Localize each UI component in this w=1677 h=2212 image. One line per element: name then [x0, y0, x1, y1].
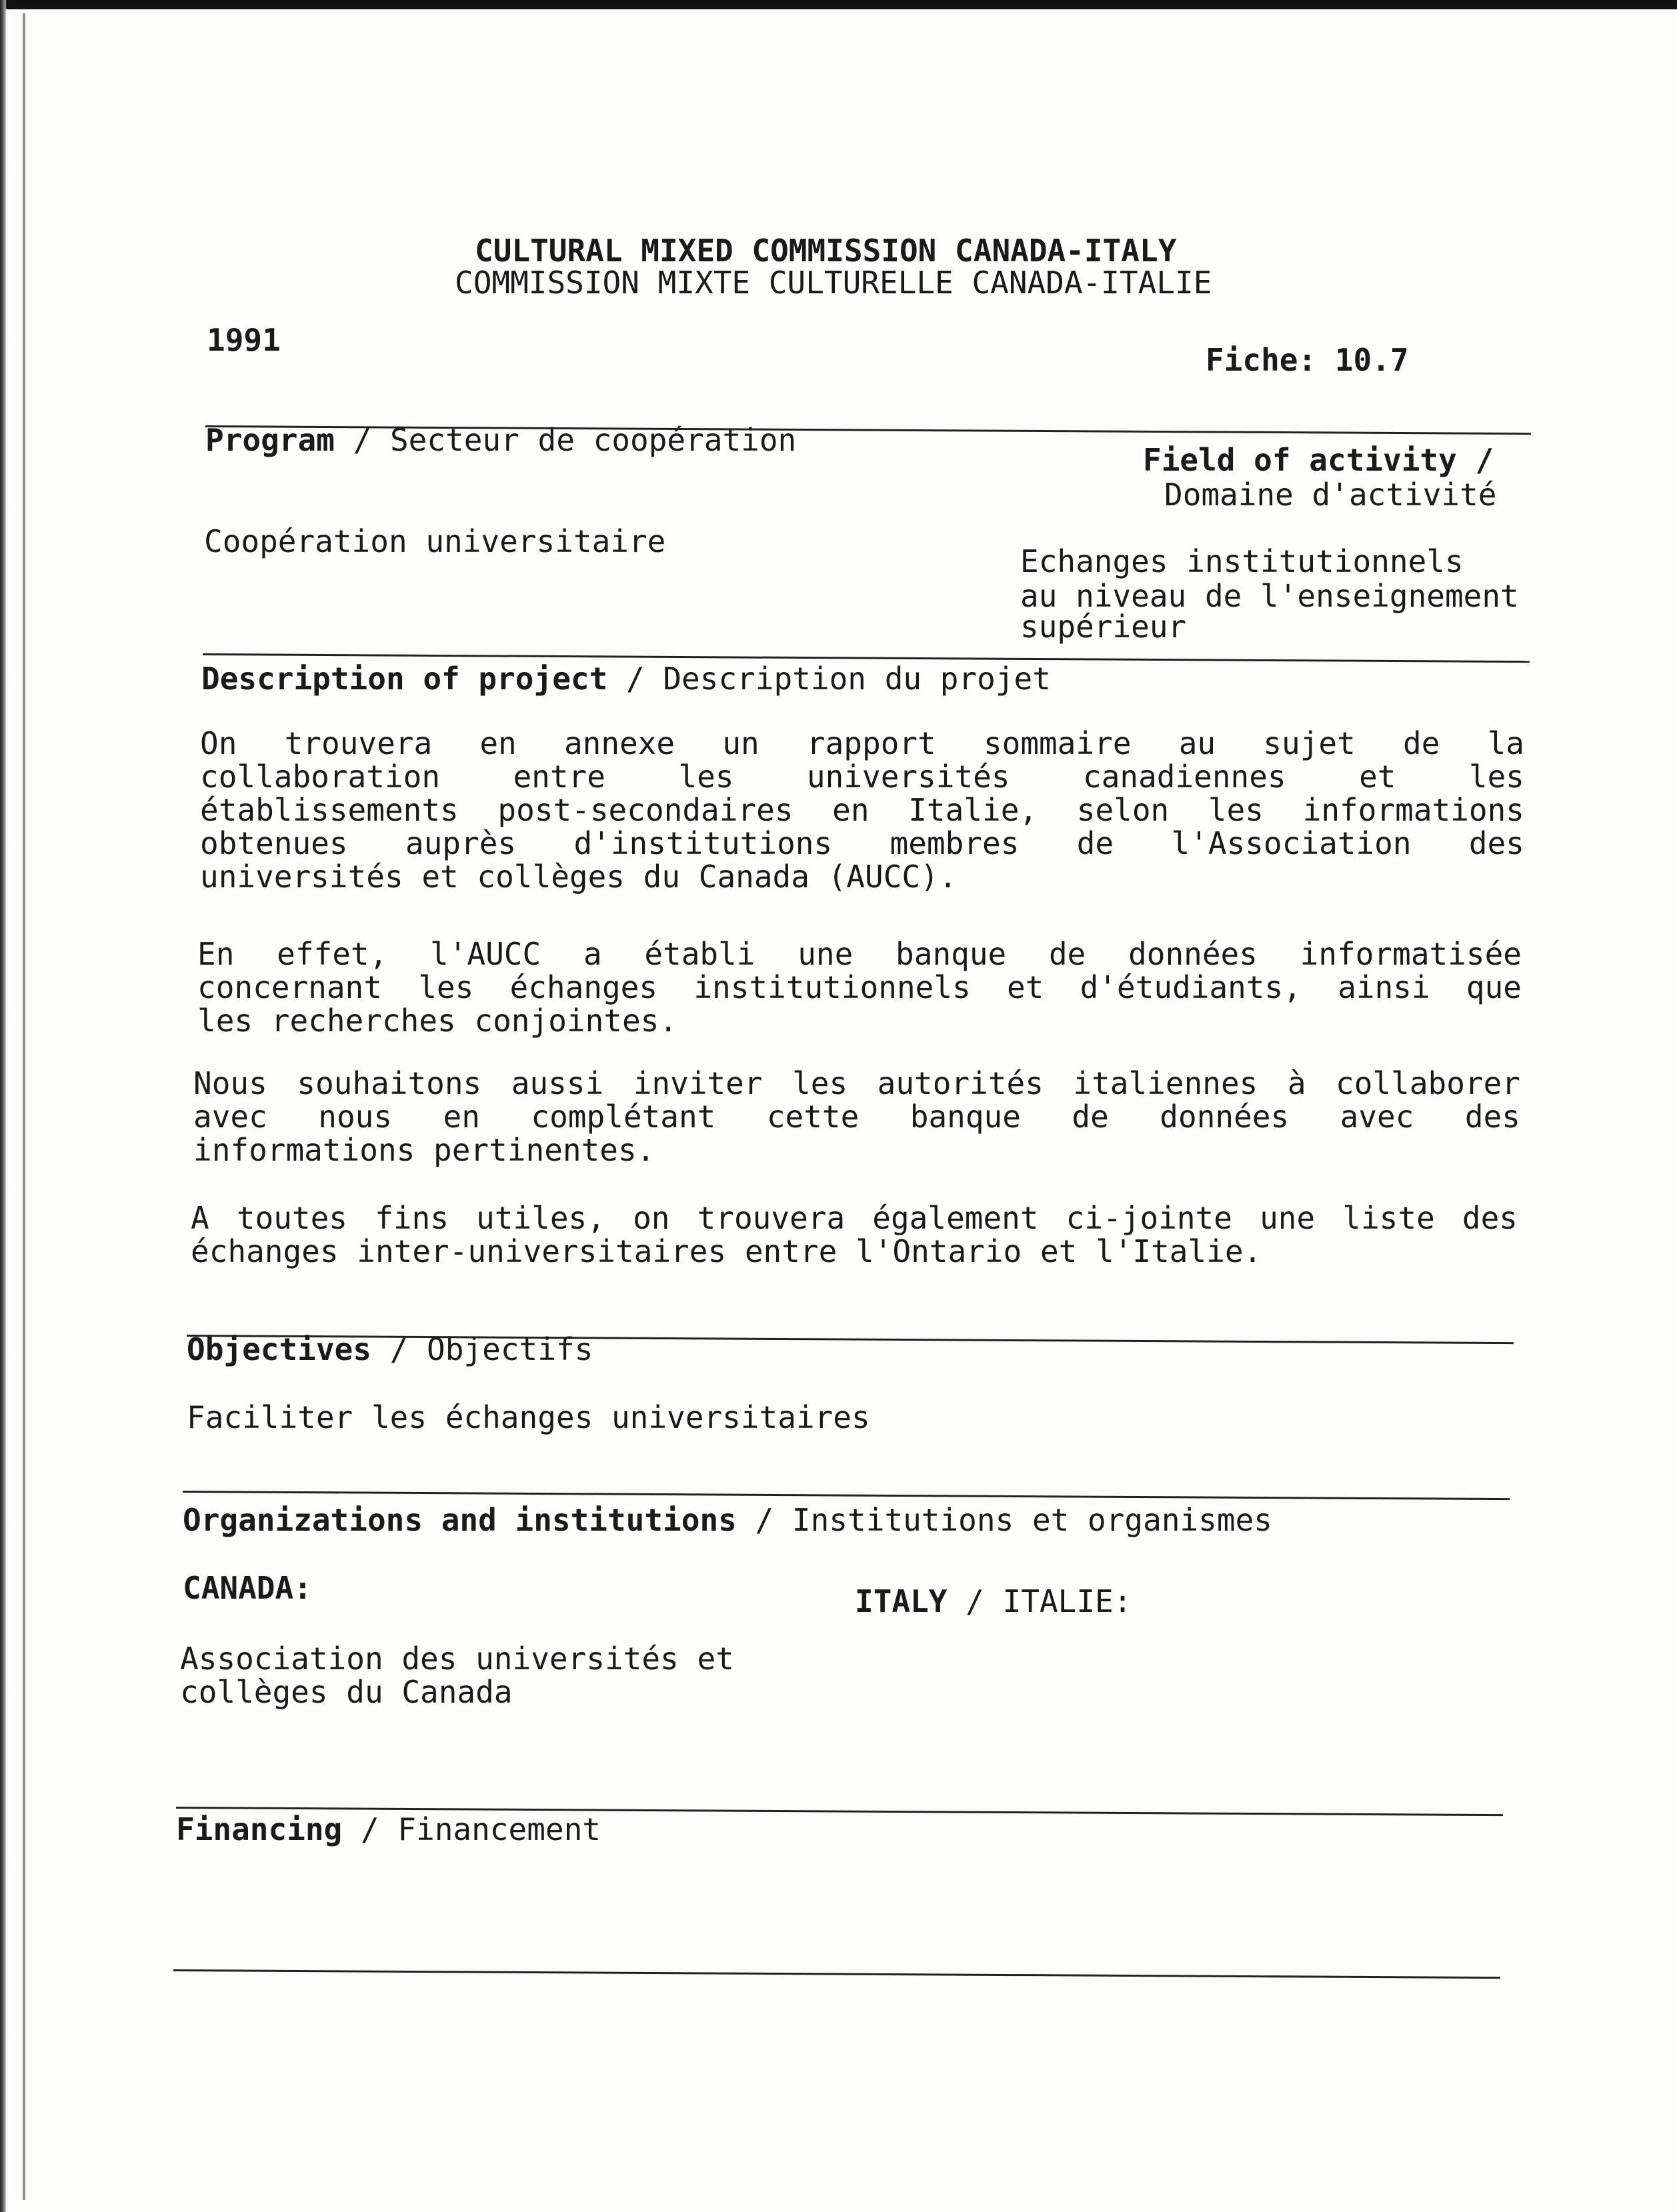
year: 1991: [207, 322, 281, 358]
description-p2-line: les recherches conjointes.: [197, 1003, 678, 1039]
field-value-line-1: Echanges institutionnels: [1020, 543, 1464, 579]
description-paragraph-1: [200, 727, 1524, 893]
description-paragraph-2: [197, 937, 1522, 1037]
field-value-line-2: au niveau de l'enseignement: [1020, 578, 1519, 614]
field-label-fr: Domaine d'activité: [1164, 477, 1497, 513]
description-p1-line: établissements post-secondaires en Italie, selon les informations: [200, 792, 1524, 828]
program-label: Program / Secteur de coopération: [205, 422, 797, 458]
description-p1-line: obtenues auprès d'institutions membres de l'Association des: [200, 825, 1524, 861]
italy-label: ITALY / ITALIE:: [855, 1583, 1132, 1619]
description-p1-line: On trouvera en annexe un rapport sommaire au sujet de la: [200, 725, 1524, 761]
objectives-value: Faciliter les échanges universitaires: [187, 1399, 870, 1435]
divider-bottom: [173, 1969, 1500, 1979]
canada-label: CANADA:: [183, 1570, 312, 1606]
description-p4-line: A toutes fins utiles, on trouvera également ci-jointe une liste des: [191, 1200, 1518, 1236]
divider-organizations: [183, 1491, 1510, 1500]
title-french: COMMISSION MIXTE CULTURELLE CANADA-ITALIE: [455, 265, 1212, 301]
description-paragraph-3: [193, 1067, 1520, 1167]
description-p2-line: En effet, l'AUCC a établi une banque de données informatisée: [197, 936, 1522, 972]
description-p3-line: informations pertinentes.: [193, 1132, 655, 1168]
description-p1-line: universités et collèges du Canada (AUCC).: [200, 859, 958, 895]
field-label: Field of activity /: [1143, 442, 1494, 478]
scan-vertical-line: [23, 13, 25, 2200]
objectives-label: Objectives / Objectifs: [187, 1331, 593, 1367]
description-paragraph-4: [191, 1201, 1518, 1268]
description-p3-line: Nous souhaitons aussi inviter les autorités italiennes à collaborer: [193, 1065, 1520, 1101]
description-p2-line: concernant les échanges institutionnels et d'étudiants, ainsi que: [197, 969, 1522, 1005]
scan-left-edge: [0, 0, 7, 2212]
organizations-label: Organizations and institutions / Institutions et organismes: [183, 1502, 1272, 1538]
financing-label: Financing / Financement: [176, 1811, 601, 1847]
scan-top-edge: [0, 0, 1677, 9]
fiche-number: Fiche: 10.7: [1206, 342, 1409, 378]
program-value: Coopération universitaire: [204, 523, 666, 559]
title-english: CULTURAL MIXED COMMISSION CANADA-ITALY: [475, 233, 1177, 269]
description-label: Description of project / Description du projet: [201, 661, 1051, 697]
description-p1-line: collaboration entre les universités canadiennes et les: [200, 759, 1524, 795]
canada-institution-line-2: collèges du Canada: [180, 1674, 513, 1710]
field-value-line-3: supérieur: [1020, 609, 1187, 645]
description-p3-line: avec nous en complétant cette banque de données avec des: [193, 1099, 1520, 1135]
canada-institution-line-1: Association des universités et: [180, 1641, 734, 1677]
description-p4-line: échanges inter-universitaires entre l'Ontario et l'Italie.: [191, 1233, 1262, 1269]
